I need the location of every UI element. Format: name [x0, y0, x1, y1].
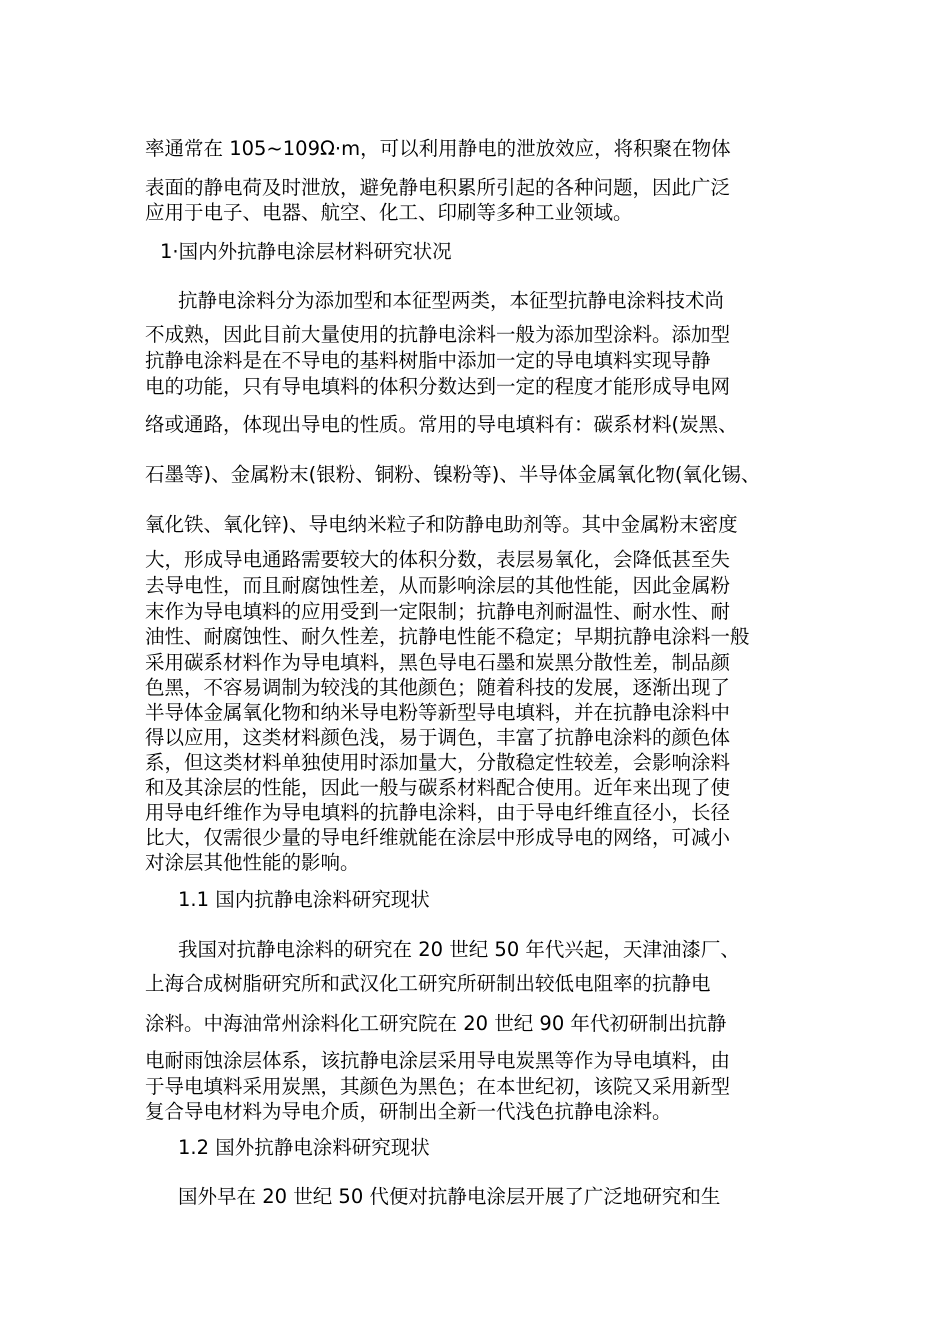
text-line: 对涂层其他性能的影响。	[145, 851, 360, 874]
text-line: 抗静电涂料分为添加型和本征型两类，本征型抗静电涂料技术尚	[178, 289, 725, 312]
text-line: 末作为导电填料的应用受到一定限制；抗静电剂耐温性、耐水性、耐	[145, 600, 731, 623]
text-line: 氧化铁、氧化锌)、导电纳米粒子和防静电助剂等。其中金属粉末密度	[145, 513, 738, 536]
text-line: 系，但这类材料单独使用时添加量大，分散稳定性较差，会影响涂料	[145, 751, 731, 774]
text-line: 率通常在 105~109Ω·m，可以利用静电的泄放效应，将积聚在物体	[145, 137, 731, 160]
text-line: 我国对抗静电涂料的研究在 20 世纪 50 年代兴起，天津油漆厂、	[178, 938, 740, 961]
text-line: 色黑，不容易调制为较浅的其他颜色；随着科技的发展，逐渐出现了	[145, 676, 731, 699]
text-line: 表面的静电荷及时泄放，避免静电积累所引起的各种问题，因此广泛	[145, 176, 731, 199]
text-line: 用导电纤维作为导电填料的抗静电涂料，由于导电纤维直径小，长径	[145, 801, 731, 824]
text-line: 电耐雨蚀涂层体系，该抗静电涂层采用导电炭黑等作为导电填料，由	[145, 1049, 731, 1072]
text-line: 半导体金属氧化物和纳米导电粉等新型导电填料，并在抗静电涂料中	[145, 701, 731, 724]
text-line: 涂料。中海油常州涂料化工研究院在 20 世纪 90 年代初研制出抗静	[145, 1012, 727, 1035]
text-line: 于导电填料采用炭黑，其颜色为黑色；在本世纪初，该院又采用新型	[145, 1075, 731, 1098]
section-heading: 1·国内外抗静电涂层材料研究状况	[160, 240, 452, 263]
text-line: 复合导电材料为导电介质，研制出全新一代浅色抗静电涂料。	[145, 1100, 672, 1123]
text-line: 得以应用，这类材料颜色浅，易于调色，丰富了抗静电涂料的颜色体	[145, 726, 731, 749]
section-heading: 1.1 国内抗静电涂料研究现状	[178, 888, 430, 911]
text-line: 和及其涂层的性能，因此一般与碳系材料配合使用。近年来出现了使	[145, 776, 731, 799]
text-line: 上海合成树脂研究所和武汉化工研究所研制出较低电阻率的抗静电	[145, 972, 711, 995]
text-line: 去导电性，而且耐腐蚀性差，从而影响涂层的其他性能，因此金属粉	[145, 574, 731, 597]
text-line: 应用于电子、电器、航空、化工、印刷等多种工业领域。	[145, 201, 633, 224]
text-line: 不成熟，因此目前大量使用的抗静电涂料一般为添加型涂料。添加型	[145, 323, 731, 346]
text-line: 电的功能，只有导电填料的体积分数达到一定的程度才能形成导电网	[145, 375, 731, 398]
text-line: 大，形成导电通路需要较大的体积分数，表层易氧化，会降低甚至失	[145, 548, 731, 571]
text-line: 比大，仅需很少量的导电纤维就能在涂层中形成导电的网络，可减小	[145, 826, 731, 849]
text-line: 石墨等)、金属粉末(银粉、铜粉、镍粉等)、半导体金属氧化物(氧化锡、	[145, 463, 761, 486]
text-line: 抗静电涂料是在不导电的基料树脂中添加一定的导电填料实现导静	[145, 349, 711, 372]
text-line: 国外早在 20 世纪 50 代便对抗静电涂层开展了广泛地研究和生	[178, 1185, 721, 1208]
text-line: 络或通路，体现出导电的性质。常用的导电填料有：碳系材料(炭黑、	[145, 413, 738, 436]
text-line: 油性、耐腐蚀性、耐久性差，抗静电性能不稳定；早期抗静电涂料一般	[145, 625, 750, 648]
text-line: 采用碳系材料作为导电填料，黑色导电石墨和炭黑分散性差，制品颜	[145, 651, 731, 674]
section-heading: 1.2 国外抗静电涂料研究现状	[178, 1136, 430, 1159]
